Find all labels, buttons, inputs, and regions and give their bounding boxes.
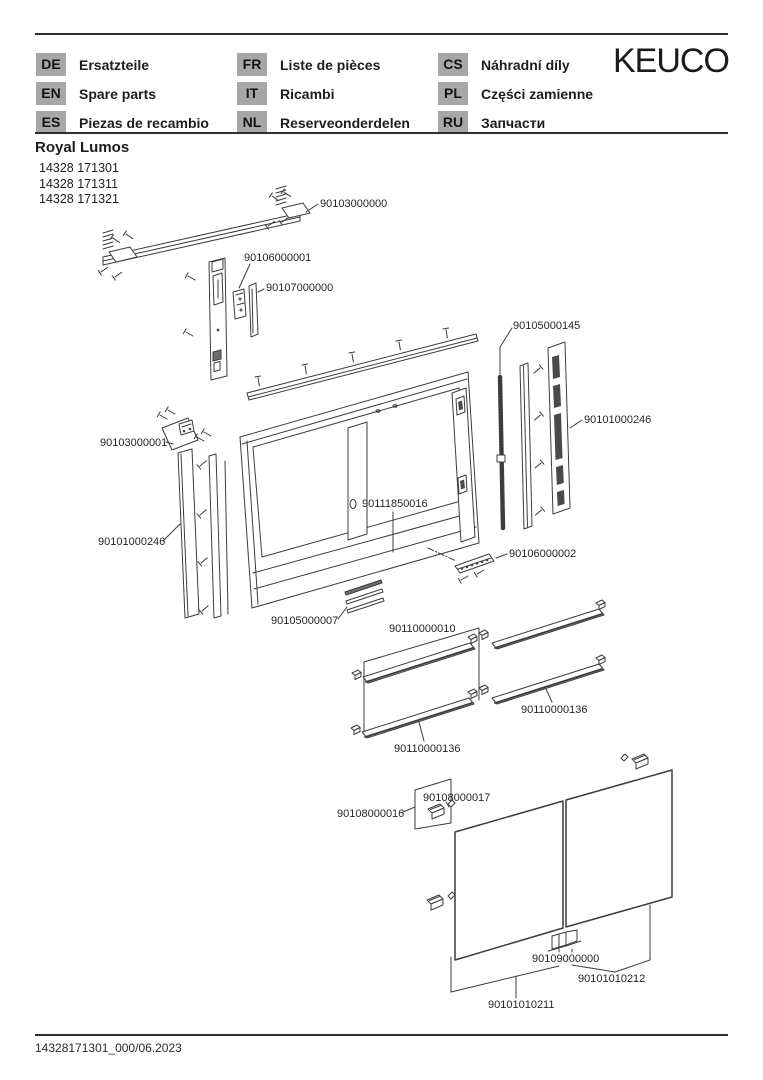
side-panel-right bbox=[548, 342, 582, 514]
footer-rule bbox=[35, 1034, 728, 1036]
language-label-it: Ricambi bbox=[280, 85, 335, 102]
language-label-nl: Reserveonderdelen bbox=[280, 114, 410, 131]
part-label-door-damper: 90109000000 bbox=[532, 953, 600, 965]
part-label-hinge-insert: 90108000017 bbox=[423, 792, 491, 804]
part-label-glass-shelf-left: 90110000136 bbox=[394, 743, 461, 755]
language-badge-cs: CS bbox=[438, 53, 468, 76]
part-label-cabinet-body: 90111850016 bbox=[362, 498, 428, 510]
door-damper bbox=[548, 930, 581, 951]
part-label-shelf-holders: 90110000010 bbox=[389, 623, 456, 635]
language-badge-fr: FR bbox=[237, 53, 267, 76]
brand-logo: KEUCO bbox=[613, 42, 729, 80]
part-label-catch: 90106000001 bbox=[244, 252, 312, 264]
part-label-bottom-rail: 90106000002 bbox=[509, 548, 577, 560]
language-label-es: Piezas de recambio bbox=[79, 114, 209, 131]
part-label-side-panel-right: 90101000246 bbox=[584, 414, 652, 426]
door-catch bbox=[233, 264, 250, 319]
interior-panel bbox=[183, 258, 227, 380]
model-number: 14328 171301 bbox=[39, 161, 119, 175]
language-badge-es: ES bbox=[36, 111, 66, 134]
document-code: 14328171301_000/06.2023 bbox=[35, 1041, 182, 1055]
part-label-wall-rail: 90103000000 bbox=[320, 198, 388, 210]
seal-strip-right bbox=[520, 363, 544, 529]
language-label-ru: Запчасти bbox=[481, 114, 546, 131]
language-badge-pl: PL bbox=[438, 82, 468, 105]
language-badge-it: IT bbox=[237, 82, 267, 105]
part-label-led-strip: 90105000145 bbox=[513, 320, 581, 332]
part-label-fixing-bracket: 90103000001 bbox=[100, 437, 168, 449]
language-label-de: Ersatzteile bbox=[79, 56, 150, 73]
cover-strip bbox=[249, 283, 264, 337]
profile-set bbox=[338, 580, 384, 619]
part-label-profile-set: 90105000007 bbox=[271, 615, 339, 627]
side-panel-left bbox=[163, 449, 228, 618]
language-label-fr: Liste de pièces bbox=[280, 56, 381, 73]
language-badge-en: EN bbox=[36, 82, 66, 105]
part-label-side-panel-left: 90101000246 bbox=[98, 536, 166, 548]
language-label-cs: Náhradní díly bbox=[481, 56, 570, 73]
language-label-en: Spare parts bbox=[79, 85, 157, 102]
glass-shelves bbox=[351, 600, 605, 741]
part-label-hinge: 90108000016 bbox=[337, 808, 405, 820]
model-number: 14328 171321 bbox=[39, 192, 119, 206]
led-strip bbox=[497, 328, 512, 528]
part-label-mirror-door-right: 90101010212 bbox=[578, 973, 646, 985]
part-label-mirror-door-left: 90101010211 bbox=[488, 999, 555, 1011]
language-label-pl: Części zamienne bbox=[481, 85, 594, 102]
language-badge-ru: RU bbox=[438, 111, 468, 134]
part-label-cover-strip: 90107000000 bbox=[266, 282, 334, 294]
bottom-rail bbox=[428, 548, 507, 583]
language-badge-de: DE bbox=[36, 53, 66, 76]
part-label-glass-shelf-right: 90110000136 bbox=[521, 704, 588, 716]
wall-rail-assembly bbox=[98, 186, 318, 280]
language-badge-nl: NL bbox=[237, 111, 267, 134]
product-title: Royal Lumos bbox=[35, 139, 130, 156]
cabinet-body bbox=[240, 372, 479, 608]
model-number: 14328 171311 bbox=[39, 176, 119, 191]
